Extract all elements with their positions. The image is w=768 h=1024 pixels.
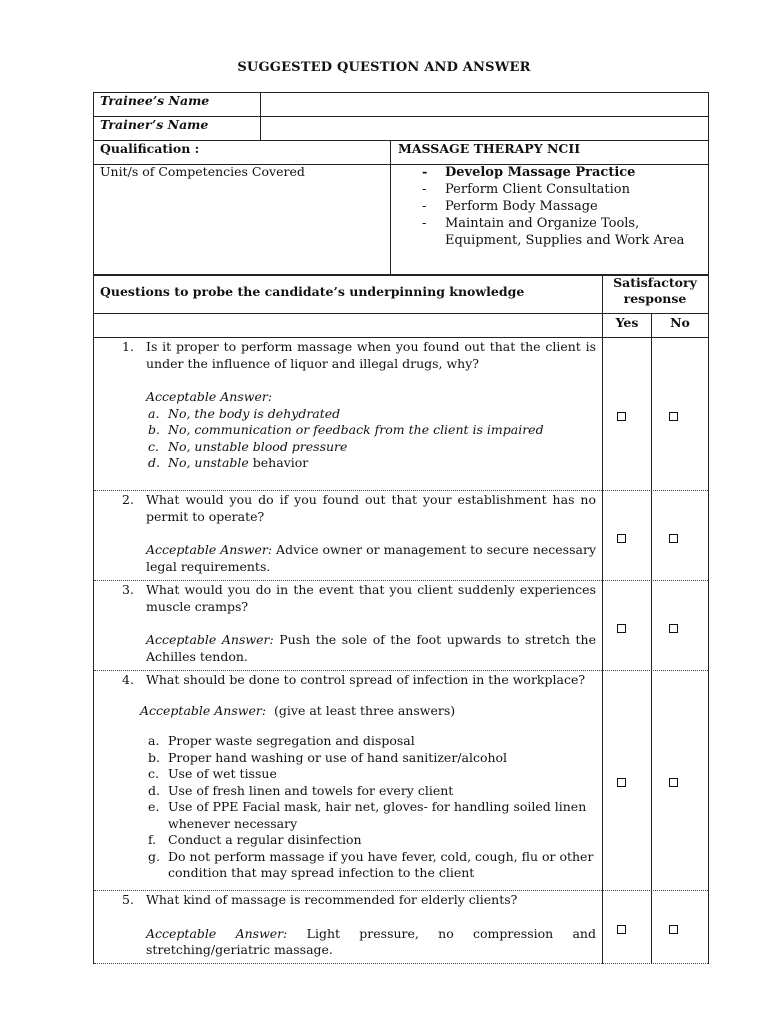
trainee-name-label: Trainee’s Name xyxy=(100,93,210,108)
question-2 xyxy=(122,492,596,575)
answer-item: c. Use of wet tissue xyxy=(148,766,277,781)
trainee-name-field[interactable] xyxy=(262,93,706,115)
answer-item: b. No, communication or feedback from the client is impaired xyxy=(148,422,544,437)
answer-list xyxy=(146,733,596,882)
satisfactory-header: Satisfactory response xyxy=(613,275,697,306)
answer-item: d. Use of fresh linen and towels for every client xyxy=(148,782,454,798)
unit-item: - Perform Body Massage xyxy=(422,199,598,214)
answer-item: g. Do not perform massage if you have fever, cold, cough, flu or other condition that may spread infection to the client xyxy=(148,848,594,880)
question-text: What would you do if you found out that your establishment has no permit to operate? xyxy=(146,492,596,524)
unit-item: - Perform Client Consultation xyxy=(422,182,630,197)
q5-no-checkbox[interactable] xyxy=(669,925,678,934)
question-number: 2. xyxy=(122,492,134,507)
units-list xyxy=(420,164,710,249)
acceptable-answer-label: Acceptable Answer: xyxy=(146,389,273,404)
q1-yes-checkbox[interactable] xyxy=(617,412,626,421)
page-title: SUGGESTED QUESTION AND ANSWER xyxy=(237,60,531,75)
q3-no-checkbox[interactable] xyxy=(669,624,678,633)
question-text: What should be done to control spread of infection in the workplace? xyxy=(146,672,586,687)
trainer-name-field[interactable] xyxy=(262,117,706,139)
answer-item: b. Proper hand washing or use of hand sanitizer/alcohol xyxy=(148,749,508,765)
no-header: No xyxy=(670,315,690,330)
acceptable-answer: Acceptable Answer: Light pressure, no compression and stretching/geriatric massage. xyxy=(146,925,596,957)
q3-yes-checkbox[interactable] xyxy=(617,624,626,633)
q2-no-checkbox[interactable] xyxy=(669,534,678,543)
answer-list xyxy=(146,406,596,472)
question-4 xyxy=(122,672,596,882)
question-text: What would you do in the event that you client suddenly experiences muscle cramps? xyxy=(146,582,596,614)
question-text: Is it proper to perform massage when you found out that the client is under the influence of liquor and illegal drugs, why? xyxy=(146,339,596,371)
question-5 xyxy=(122,892,596,959)
question-number: 4. xyxy=(122,672,134,687)
unit-item: - Develop Massage Practice xyxy=(422,165,636,180)
answer-item: e. Use of PPE Facial mask, hair net, gloves- for handling soiled linen whenever necessary xyxy=(148,799,587,831)
question-text: What kind of massage is recommended for elderly clients? xyxy=(146,892,518,907)
qualification-value: MASSAGE THERAPY NCII xyxy=(398,141,581,156)
answer-item: c. No, unstable blood pressure xyxy=(148,438,348,454)
yes-header: Yes xyxy=(615,315,639,330)
question-number: 5. xyxy=(122,892,134,907)
answer-item: f. Conduct a regular disinfection xyxy=(148,832,362,847)
q5-yes-checkbox[interactable] xyxy=(617,925,626,934)
question-number: 1. xyxy=(122,339,134,354)
acceptable-answer: Acceptable Answer: (give at least three answers) xyxy=(140,702,456,718)
unit-item: - Maintain and Organize Tools, Equipment, Supplies and Work Area xyxy=(422,216,685,248)
q4-no-checkbox[interactable] xyxy=(669,778,678,787)
units-label: Unit/s of Competencies Covered xyxy=(100,164,305,179)
q2-yes-checkbox[interactable] xyxy=(617,534,626,543)
qualification-label: Qualification : xyxy=(100,141,200,156)
answer-item: a. Proper waste segregation and disposal xyxy=(148,733,415,748)
question-3 xyxy=(122,582,596,665)
answer-item: a. No, the body is dehydrated xyxy=(148,405,341,421)
questions-header: Questions to probe the candidate’s underpinning knowledge xyxy=(100,284,525,299)
trainer-name-label: Trainer’s Name xyxy=(100,117,209,132)
q1-no-checkbox[interactable] xyxy=(669,412,678,421)
question-number: 3. xyxy=(122,582,134,597)
acceptable-answer: Acceptable Answer: Push the sole of the foot upwards to stretch the Achilles tendon. xyxy=(146,632,596,664)
answer-item: d. No, unstable behavior xyxy=(148,455,309,470)
question-1 xyxy=(122,339,596,472)
acceptable-answer: Acceptable Answer: Advice owner or management to secure necessary legal requirements. xyxy=(146,542,597,574)
q4-yes-checkbox[interactable] xyxy=(617,778,626,787)
